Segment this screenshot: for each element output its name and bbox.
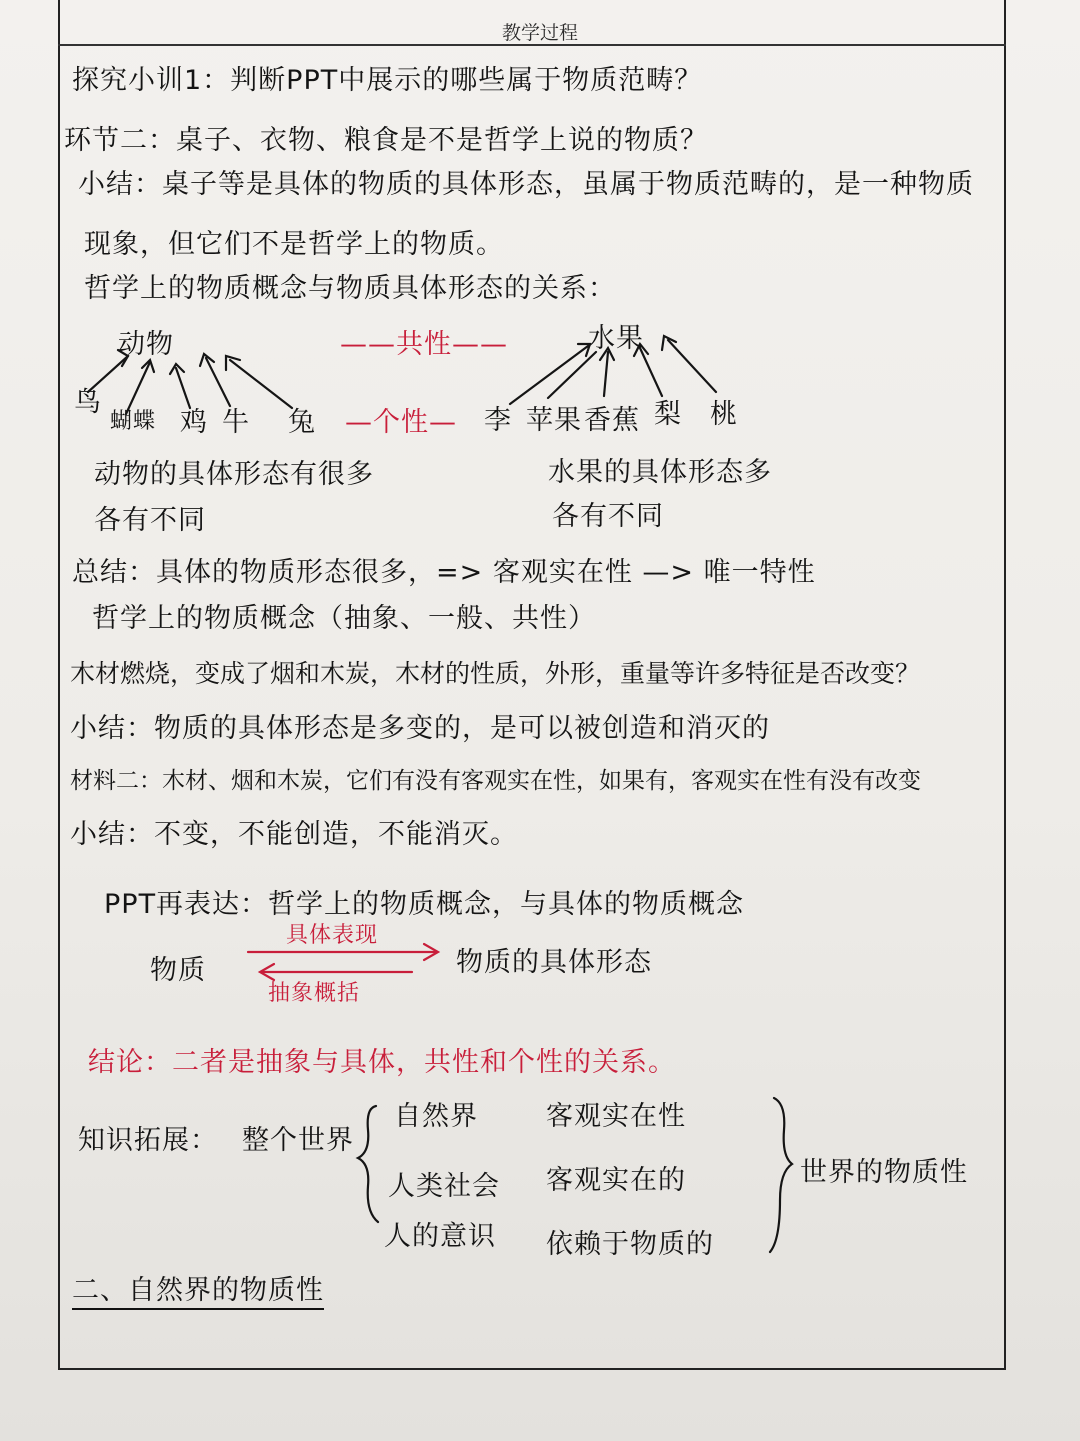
animal-item: 鸟 [74,387,102,418]
note-line-1: 探究小训1：判断PPT中展示的哪些属于物质范畴？ [72,65,703,96]
relation-arrow-top-label: 具体表现 [286,923,379,948]
individuality-label: —个性— [345,407,457,438]
arrow-pear [640,348,662,396]
animal-caption-2: 各有不同 [94,505,206,536]
summary-line-7: PPT再表达：哲学上的物质概念，与具体的物质概念 [104,889,745,920]
summary-line-4: 小结：物质的具体形态是多变的，是可以被创造和消灭的 [70,713,770,744]
note-line-4: 现象，但它们不是哲学上的物质。 [84,229,504,260]
arrow-chicken [176,368,190,408]
left-brace [358,1106,378,1222]
arrow-butterfly [126,362,150,414]
fruit-label: 水果 [588,323,644,354]
note-line-3: 小结：桌子等是具体的物质的具体形态，虽属于物质范畴的，是一种物质 [78,169,974,200]
relation-arrow-bottom-label: 抽象概括 [268,981,361,1006]
summary-line-5: 材料二：木材、烟和木炭，它们有没有客观实在性，如果有，客观实在性有没有改变 [70,768,921,794]
fruit-item: 香蕉 [584,405,640,436]
relation-right: 物质的具体形态 [456,947,652,978]
summary-line-1: 总结：具体的物质形态很多，=> 客观实在性 —> 唯一特性 [72,557,816,588]
fruit-item: 桃 [710,399,738,430]
summary-line-3: 木材燃烧，变成了烟和木炭，木材的性质，外形，重量等许多特征是否改变？ [70,659,921,688]
extension-result: 世界的物质性 [800,1157,968,1188]
animal-item: 牛 [222,407,250,438]
extension-row-a: 自然界 [394,1101,478,1132]
extension-label: 知识拓展： [78,1125,218,1156]
conclusion: 结论：二者是抽象与具体，共性和个性的关系。 [88,1047,676,1078]
note-line-2: 环节二：桌子、衣物、粮食是不是哲学上说的物质？ [64,125,708,156]
extension-row-a: 人的意识 [384,1221,496,1252]
fruit-item: 苹果 [526,405,582,436]
extension-row-a: 人类社会 [388,1171,500,1202]
animal-label: 动物 [118,329,174,360]
arrow-rabbit [230,360,292,408]
extension-row-b: 客观实在性 [546,1101,686,1132]
extension-world: 整个世界 [242,1125,354,1156]
section-heading-text: 二、自然界的物质性 [72,1275,324,1310]
summary-line-6: 小结：不变，不能创造，不能消灭。 [70,819,518,850]
note-line-5: 哲学上的物质概念与物质具体形态的关系： [84,273,616,304]
extension-row-b: 依赖于物质的 [546,1229,714,1260]
arrow-peach [668,340,716,392]
relation-left: 物质 [150,955,206,986]
commonality-label: ——共性—— [340,329,508,360]
extension-row-b: 客观实在的 [546,1165,686,1196]
fruit-caption-2: 各有不同 [552,501,664,532]
arrow-banana [604,352,608,396]
right-brace [770,1098,792,1252]
animal-caption-1: 动物的具体形态有很多 [94,459,374,490]
animal-item: 兔 [288,407,316,438]
fruit-item: 李 [484,405,512,436]
arrow-plum [510,346,588,404]
fruit-item: 梨 [654,399,682,430]
arrow-bird [88,356,128,392]
fruit-caption-1: 水果的具体形态多 [548,457,772,488]
animal-item: 鸡 [180,407,208,438]
page-title: 教学过程 [501,22,578,44]
animal-item: 蝴蝶 [110,409,157,434]
summary-line-2: 哲学上的物质概念（抽象、一般、共性） [92,603,596,634]
